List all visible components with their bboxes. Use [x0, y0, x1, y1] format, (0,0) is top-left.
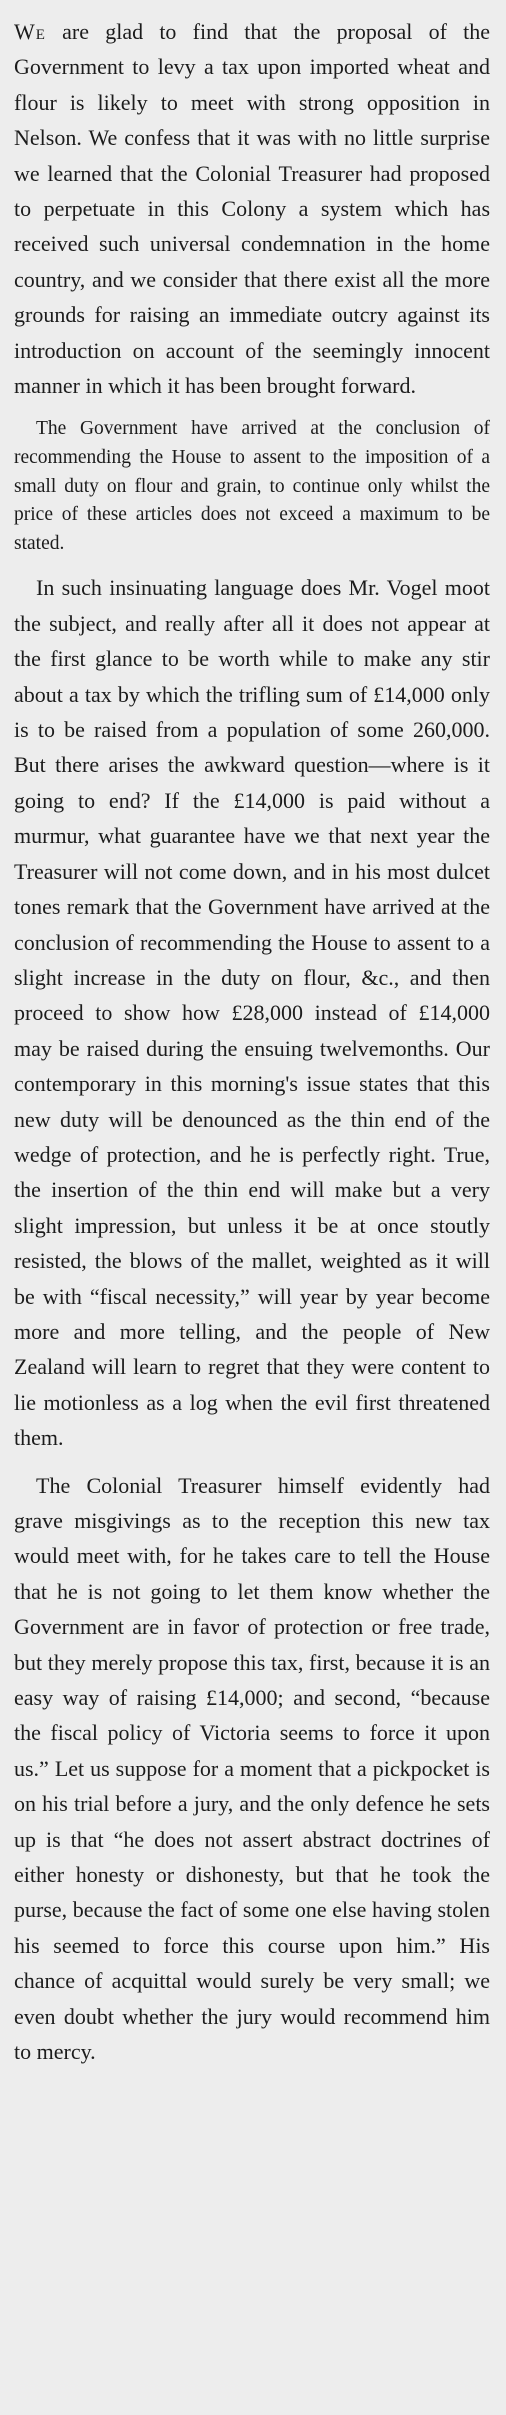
article-paragraph-4: The Colonial Treasurer himself evidently had grave misgivings as to the reception this new tax would meet with, for he takes care to tell the House that he is not going to let them know whether the Government are in favor of protection or free trade, but they merely propose this tax, first, because it is an easy way of raising £14,000; and second, “because the fiscal policy of Victoria seems to force it upon us.” Let us suppose for a moment that a pickpocket is on his trial before a jury, and the only defence he sets up is that “he does not assert abstract doctrines of either honesty or dishonesty, but that he took the purse, because the fact of some one else having stolen his seemed to force this course upon him.” His chance of acquittal would surely be very small; we even doubt whether the jury would recommend him to mercy. [14, 1472, 490, 2065]
article-paragraph-2: The Government have arrived at the conclusion of recommending the House to assent to the imposition of a small duty on flour and grain, to continue only whilst the price of these articles does not exceed a maximum to be stated. [14, 418, 490, 554]
paragraph-1-text: are glad to find that the proposal of the Government to levy a tax upon imported wheat and flour is likely to meet with strong opposition in Nelson. We confess that it was with no little surprise we learned that the Colonial Treasurer had proposed to perpetuate in this Colony a system which has received such universal condemnation in the home country, and we consider that there exist all the more grounds for raising an immediate outcry against its introduction on account of the seemingly innocent manner in which it has been brought forward. [14, 19, 490, 399]
opening-word: We [14, 19, 46, 44]
article-paragraph-3: In such insinuating language does Mr. Vogel moot the subject, and really after all it does not appear at the first glance to be worth while to make any stir about a tax by which the trifling sum of £14,000 only is to be raised from a population of some 260,000. But there arises the awkward question—where is it going to end? If the £14,000 is paid without a murmur, what guarantee have we that next year the Treasurer will not come down, and in his most dulcet tones remark that the Government have arrived at the conclusion of recommending the House to assent to a slight increase in the duty on flour, &c., and then proceed to show how £28,000 instead of £14,000 may be raised during the ensuing twelvemonths. Our contemporary in this morning's issue states that this new duty will be denounced as the thin end of the wedge of protection, and he is perfectly right. True, the insertion of the thin end will make but a very slight impression, but unless it be at once stoutly resisted, the blows of the mallet, weighted as it will be with “fiscal necessity,” will year by year become more and more telling, and the people of New Zealand will learn to regret that they were content to lie motionless as a log when the evil first threatened them. [14, 575, 490, 1451]
article-paragraph-1 [14, 14, 490, 403]
